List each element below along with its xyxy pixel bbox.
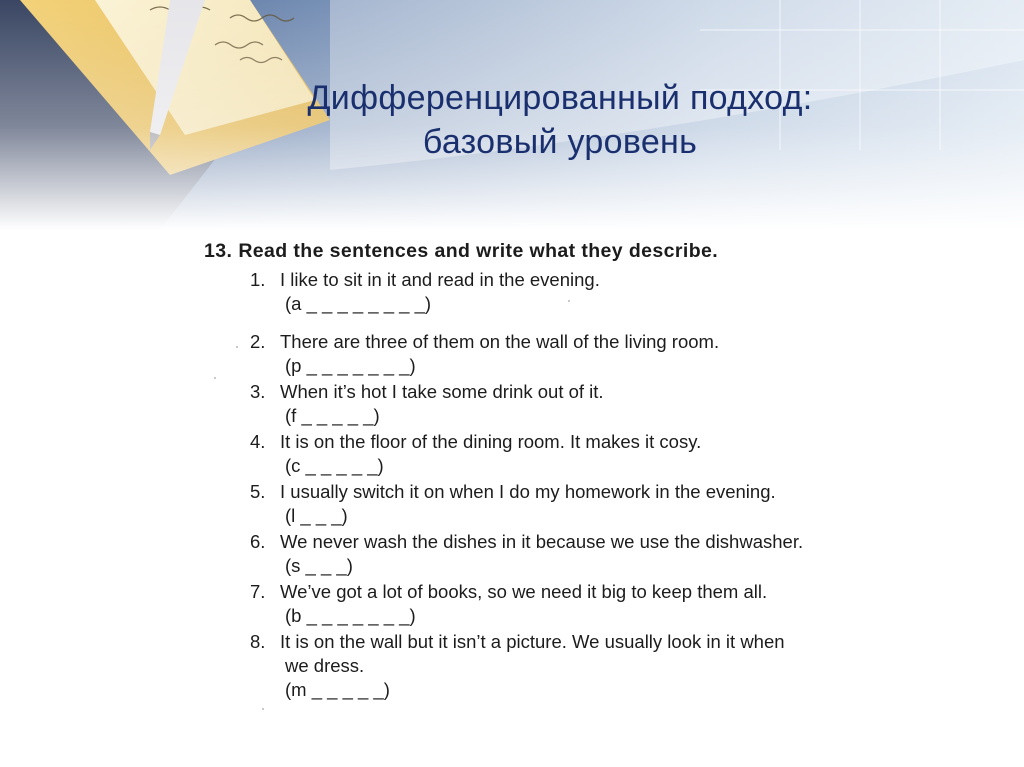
exercise-instruction: Read the sentences and write what they describe. — [238, 240, 719, 262]
slide-title-line-2: базовый уровень — [422, 123, 698, 161]
item-text: There are three of them on the wall of the living room. — [280, 331, 720, 352]
item-answer-blank: (s _ _ _) — [285, 555, 353, 576]
scan-speck — [262, 708, 264, 710]
exercise-item-2 — [250, 330, 719, 378]
item-number: 2. — [250, 331, 266, 352]
item-answer-blank: (f _ _ _ _ _) — [285, 405, 380, 426]
item-text: It is on the floor of the dining room. It makes it cosy. — [280, 431, 702, 452]
exercise-item-4 — [250, 430, 701, 478]
item-text: I like to sit in it and read in the evening. — [280, 269, 600, 290]
exercise-item-5 — [250, 480, 776, 528]
item-text: We never wash the dishes in it because we use the dishwasher. — [280, 531, 804, 552]
exercise-item-8 — [250, 630, 785, 702]
item-number: 3. — [250, 381, 266, 402]
exercise-item-3 — [250, 380, 604, 428]
item-text: It is on the wall but it isn’t a picture. We usually look in it when — [280, 631, 785, 652]
slide-title-line-1: Дифференцированный подход: — [307, 79, 813, 117]
scan-speck — [236, 346, 238, 348]
item-text-continued: we dress. — [285, 655, 365, 676]
exercise-item-1 — [250, 268, 600, 316]
item-text: I usually switch it on when I do my homework in the evening. — [280, 481, 776, 502]
item-number: 8. — [250, 631, 266, 652]
item-text: When it’s hot I take some drink out of it. — [280, 381, 604, 402]
scan-speck — [568, 300, 570, 302]
item-number: 1. — [250, 269, 266, 290]
item-number: 5. — [250, 481, 266, 502]
exercise-heading — [204, 240, 718, 263]
exercise-item-7 — [250, 580, 767, 628]
item-number: 6. — [250, 531, 266, 552]
item-number: 7. — [250, 581, 266, 602]
item-answer-blank: (b _ _ _ _ _ _ _) — [285, 605, 416, 626]
item-answer-blank: (p _ _ _ _ _ _ _) — [285, 355, 416, 376]
item-answer-blank: (c _ _ _ _ _) — [285, 455, 384, 476]
exercise-item-6 — [250, 530, 803, 578]
item-text: We’ve got a lot of books, so we need it big to keep them all. — [280, 581, 768, 602]
item-number: 4. — [250, 431, 266, 452]
scan-speck — [214, 377, 216, 379]
item-answer-blank: (l _ _ _) — [285, 505, 348, 526]
item-answer-blank: (m _ _ _ _ _) — [285, 679, 390, 700]
exercise-number: 13. — [204, 240, 233, 262]
item-answer-blank: (a _ _ _ _ _ _ _ _) — [285, 293, 432, 314]
